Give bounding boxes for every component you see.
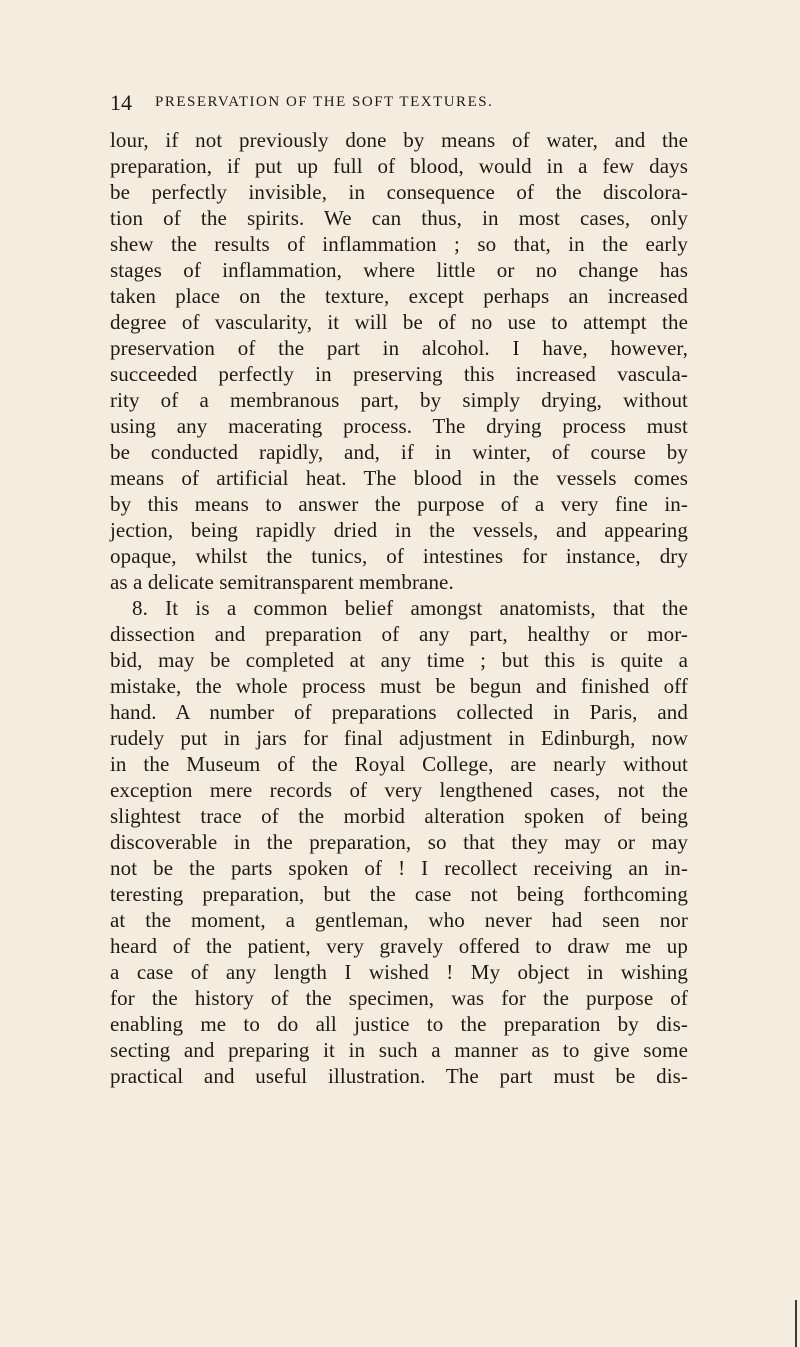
text-line: enabling me to do all justice to the preparation by dis- — [110, 1012, 688, 1036]
text-line: taken place on the texture, except perhaps an increased — [110, 284, 688, 308]
text-line: for the history of the specimen, was for the purpose of — [110, 986, 688, 1010]
running-head — [110, 90, 690, 120]
text-line: shew the results of inflammation ; so that, in the early — [110, 232, 688, 256]
text-line: preparation, if put up full of blood, would in a few days — [110, 154, 688, 178]
body-text — [110, 127, 688, 1089]
text-line: discoverable in the preparation, so that they may or may — [110, 830, 688, 854]
text-line: slightest trace of the morbid alteration spoken of being — [110, 804, 688, 828]
text-line: teresting preparation, but the case not being forthcoming — [110, 882, 688, 906]
text-line: dissection and preparation of any part, healthy or mor- — [110, 622, 688, 646]
paragraph-start-line: 8. It is a common belief amongst anatomists, that the — [132, 596, 688, 620]
text-line: at the moment, a gentleman, who never had seen nor — [110, 908, 688, 932]
text-line: means of artificial heat. The blood in the vessels comes — [110, 466, 688, 490]
text-line: rudely put in jars for final adjustment in Edinburgh, now — [110, 726, 688, 750]
text-line: preservation of the part in alcohol. I have, however, — [110, 336, 688, 360]
text-line: using any macerating process. The drying process must — [110, 414, 688, 438]
text-line: degree of vascularity, it will be of no use to attempt the — [110, 310, 688, 334]
text-line: mistake, the whole process must be begun and finished off — [110, 674, 688, 698]
paragraph-end-line: as a delicate semitransparent membrane. — [110, 570, 454, 594]
text-line: by this means to answer the purpose of a very fine in- — [110, 492, 688, 516]
running-title: PRESERVATION OF THE SOFT TEXTURES. — [155, 94, 494, 110]
text-line: bid, may be completed at any time ; but this is quite a — [110, 648, 688, 672]
text-line: heard of the patient, very gravely offered to draw me up — [110, 934, 688, 958]
text-line: practical and useful illustration. The part must be dis- — [110, 1064, 688, 1088]
text-line: jection, being rapidly dried in the vessels, and appearing — [110, 518, 688, 542]
text-line: in the Museum of the Royal College, are nearly without — [110, 752, 688, 776]
text-line: opaque, whilst the tunics, of intestines for instance, dry — [110, 544, 688, 568]
text-line: not be the parts spoken of ! I recollect receiving an in- — [110, 856, 688, 880]
page-edge-shadow — [795, 1300, 797, 1347]
text-line: be conducted rapidly, and, if in winter, of course by — [110, 440, 688, 464]
text-line: succeeded perfectly in preserving this increased vascula- — [110, 362, 688, 386]
text-line: stages of inflammation, where little or no change has — [110, 258, 688, 282]
text-line: a case of any length I wished ! My object in wishing — [110, 960, 688, 984]
text-line: rity of a membranous part, by simply drying, without — [110, 388, 688, 412]
page-number: 14 — [110, 90, 132, 115]
text-line: be perfectly invisible, in consequence of the discolora- — [110, 180, 688, 204]
text-line: lour, if not previously done by means of water, and the — [110, 128, 688, 152]
text-line: secting and preparing it in such a manner as to give some — [110, 1038, 688, 1062]
text-line: exception mere records of very lengthened cases, not the — [110, 778, 688, 802]
text-line: tion of the spirits. We can thus, in most cases, only — [110, 206, 688, 230]
text-line: hand. A number of preparations collected in Paris, and — [110, 700, 688, 724]
